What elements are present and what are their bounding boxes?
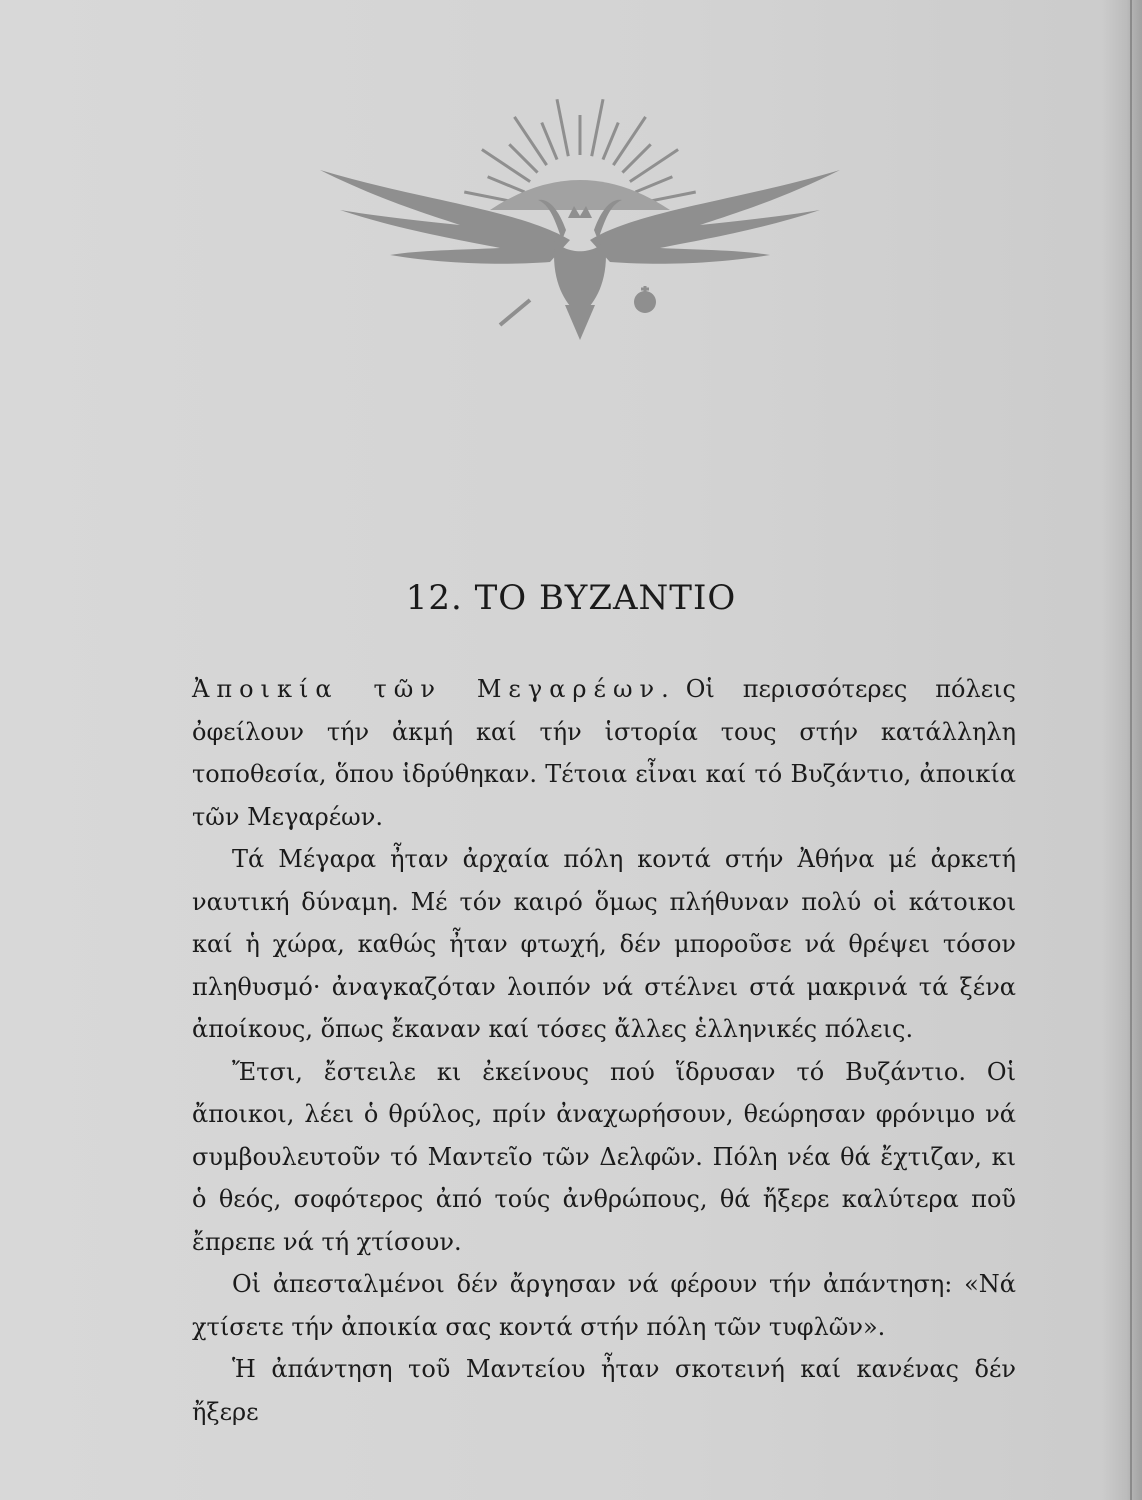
sun-ray: [488, 177, 525, 192]
section-lead: Ἀποικία τῶν Μεγαρέων.: [192, 675, 676, 703]
sun-ray: [603, 123, 618, 160]
paragraph-text: Οἱ περισσότερες πόλεις ὀφείλουν τήν ἀκμή καί τήν ἱστορία τους στήν κατάλληλη τοποθεσία, ὅπου ἱδρύθηκαν. Τέτοια εἶναι καί τό Βυζάντιο, ἀποικία τῶν Μεγαρέων.: [192, 675, 1016, 831]
sun-ray: [635, 177, 672, 192]
page-fold-shadow: [1102, 0, 1142, 1500]
paragraph: Τά Μέγαρα ἦταν ἀρχαία πόλη κοντά στήν Ἀθήνα μέ ἀρκετή ναυτική δύναμη. Μέ τόν καιρό ὅμως πλήθυναν πολύ οἱ κάτοικοι καί ἡ χώρα, καθώς ἦταν φτωχή, δέν μποροῦσε νά θρέψει τόσον πληθυσμό· ἀναγκαζόταν λοιπόν νά στέλνει στά μακρινά τά ξένα ἀποίκους, ὅπως ἔκαναν καί τόσες ἄλλες ἑλληνικές πόλεις.: [192, 845, 1016, 1043]
paragraph: Οἱ ἀπεσταλμένοι δέν ἄργησαν νά φέρουν τήν ἀπάντηση: «Νά χτίσετε τήν ἀποικία σας κοντά στήν πόλη τῶν τυφλῶν».: [192, 1270, 1016, 1341]
paragraph: Ἔτσι, ἔστειλε κι ἐκείνους πού ἵδρυσαν τό Βυζάντιο. Οἱ ἄποικοι, λέει ὁ θρύλος, πρίν ἀναχωρήσουν, θεώρησαν φρόνιμο νά συμβουλευτοῦν τό Μαντεῖο τῶν Δελφῶν. Πόλη νέα θά ἔχτιζαν, κι ὁ θεός, σοφότερος ἀπό τούς ἀνθρώπους, θά ἤξερε καλύτερα ποῦ ἔπρεπε νά τή χτίσουν.: [192, 1057, 1016, 1256]
chapter-body: [192, 668, 1016, 1433]
chapter-title: 12. ΤΟ ΒΥΖΑΝΤΙΟ: [405, 578, 737, 618]
sun-ray: [592, 99, 603, 156]
sun-ray: [557, 99, 568, 156]
double-headed-eagle-rising-sun-icon: [300, 90, 860, 360]
page-edge: [1130, 0, 1132, 1500]
paragraph: Ἡ ἀπάντηση τοῦ Μαντείου ἦταν σκοτεινή καί κανένας δέν ἤξερε: [192, 1355, 1016, 1426]
sun-ray: [542, 123, 557, 160]
paragraph: [192, 668, 1016, 838]
sun-ray: [509, 144, 537, 172]
sun-ray: [622, 144, 650, 172]
